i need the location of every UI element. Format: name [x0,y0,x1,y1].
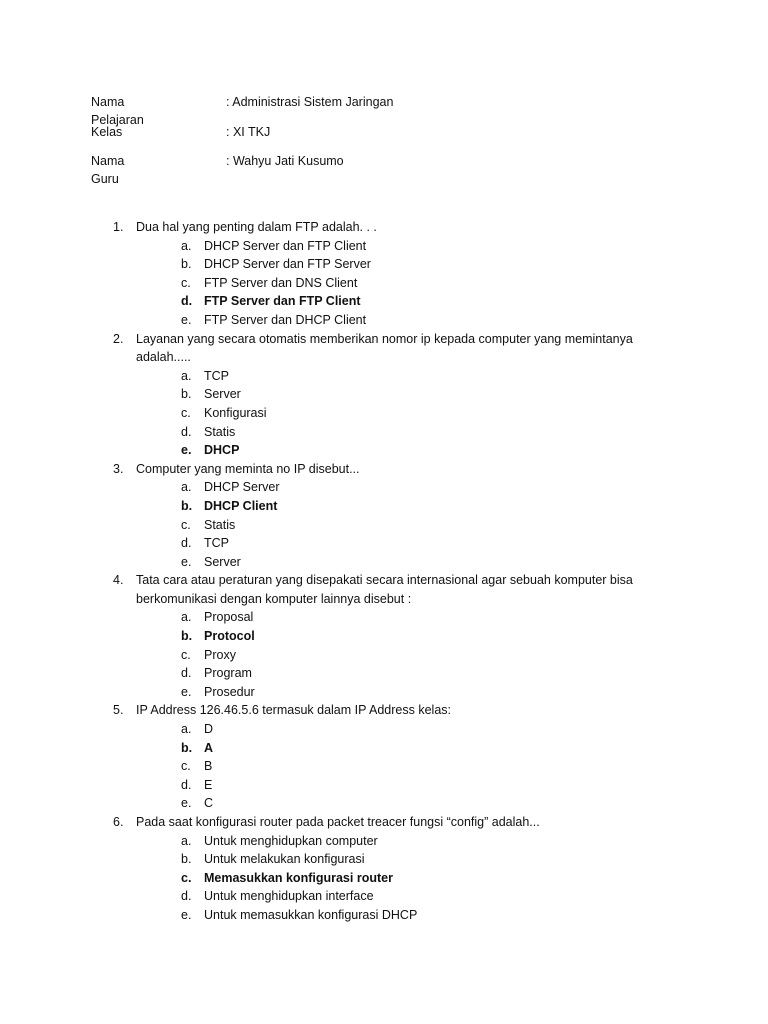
option-letter: b. [181,740,193,755]
option-text: Statis [204,517,236,532]
answer-option [0,627,768,646]
option-letter: e. [181,312,192,327]
question-item [0,813,768,925]
option-text: E [204,777,213,792]
answer-option [0,423,768,442]
answer-option [0,608,768,627]
class-value: : XI TKJ [226,124,271,139]
option-text: Untuk menghidupkan interface [204,889,374,904]
option-letter: e. [181,554,192,569]
question-text: IP Address 126.46.5.6 termasuk dalam IP Address kelas: [136,703,451,718]
option-text: Proxy [204,647,236,662]
question-text: Computer yang meminta no IP disebut... [136,461,360,476]
option-text: D [204,722,214,737]
option-text: FTP Server dan FTP Client [204,294,361,309]
option-letter: c. [181,517,191,532]
option-letter: b. [181,387,192,402]
question-list [0,218,768,925]
answer-option [0,516,768,535]
question-number: 3. [113,461,124,476]
answer-option [0,906,768,925]
option-letter: a. [181,368,192,383]
question-item [0,460,768,572]
answer-option [0,739,768,758]
option-letter: d. [181,424,192,439]
answer-option [0,255,768,274]
option-letter: d. [181,777,192,792]
subject-label: Nama Pelajaran [91,95,144,127]
question-text: Pada saat konfigurasi router pada packet treacer fungsi “config” adalah... [136,815,540,829]
option-text: Konfigurasi [204,405,267,420]
answer-option [0,832,768,851]
answer-option [0,553,768,572]
option-letter: d. [181,666,192,681]
option-letter: a. [181,480,192,495]
option-letter: c. [181,405,191,420]
option-letter: b. [181,498,193,513]
answer-option [0,237,768,256]
answer-option [0,869,768,888]
answer-option [0,720,768,739]
option-text: Memasukkan konfigurasi router [204,870,393,885]
option-letter: b. [181,852,192,867]
option-letter: e. [181,443,192,458]
answer-option [0,646,768,665]
answer-option [0,311,768,330]
answer-option [0,478,768,497]
option-letter: b. [181,257,192,272]
option-text: Prosedur [204,684,255,699]
option-letter: a. [181,610,192,625]
question-number: 2. [113,331,124,346]
option-letter: e. [181,907,192,922]
option-letter: d. [181,294,193,309]
question-item [0,218,768,330]
option-text: DHCP Server dan FTP Client [204,238,367,253]
option-letter: c. [181,870,192,885]
option-letter: c. [181,647,191,662]
question-text: Layanan yang secara otomatis memberikan nomor ip kepada computer yang memintanya adalah..... [136,331,633,365]
answer-option [0,757,768,776]
option-letter: e. [181,684,192,699]
option-text: Server [204,554,241,569]
question-item [0,701,768,813]
option-text: A [204,740,214,755]
question-number: 6. [113,815,124,829]
option-text: DHCP Client [204,498,278,513]
question-item [0,571,768,701]
option-text: DHCP Server dan FTP Server [204,257,371,272]
answer-option [0,683,768,702]
option-text: B [204,759,213,774]
option-text: Statis [204,424,236,439]
option-letter: c. [181,759,191,774]
answer-option [0,367,768,386]
option-text: Proposal [204,610,254,625]
answer-option [0,850,768,869]
option-text: FTP Server dan DHCP Client [204,312,367,327]
answer-option [0,497,768,516]
option-text: Server [204,387,241,402]
option-text: DHCP Server [204,480,280,495]
option-letter: c. [181,275,191,290]
option-letter: a. [181,833,192,848]
option-text: Protocol [204,629,255,644]
option-letter: a. [181,238,192,253]
option-text: FTP Server dan DNS Client [204,275,358,290]
option-text: C [204,796,214,811]
question-number: 4. [113,573,124,588]
answer-option [0,664,768,683]
option-letter: d. [181,536,192,551]
answer-option [0,385,768,404]
question-number: 1. [113,220,124,234]
answer-option [0,887,768,906]
question-item [0,330,768,460]
answer-option [0,794,768,813]
option-letter: e. [181,796,192,811]
option-text: Untuk melakukan konfigurasi [204,852,365,867]
question-text: Dua hal yang penting dalam FTP adalah. . . [136,220,377,234]
option-text: Untuk menghidupkan computer [204,833,378,848]
option-letter: d. [181,889,192,904]
option-text: TCP [204,368,229,383]
class-label: Kelas [91,124,123,139]
answer-option [0,534,768,553]
answer-option [0,441,768,460]
question-number: 5. [113,703,124,718]
answer-option [0,404,768,423]
option-text: Program [204,666,252,681]
option-text: Untuk memasukkan konfigurasi DHCP [204,907,418,922]
subject-value: : Administrasi Sistem Jaringan [226,95,394,109]
option-text: DHCP [204,443,240,458]
question-text: Tata cara atau peraturan yang disepakati secara internasional agar sebuah komputer bisa berkomunikasi dengan komputer lainnya disebut : [136,573,633,606]
answer-option [0,776,768,795]
option-letter: b. [181,629,193,644]
option-text: TCP [204,536,229,551]
answer-option [0,274,768,293]
option-letter: a. [181,722,192,737]
teacher-label: Nama Guru [91,154,125,186]
answer-option [0,292,768,311]
teacher-value: : Wahyu Jati Kusumo [226,154,344,168]
